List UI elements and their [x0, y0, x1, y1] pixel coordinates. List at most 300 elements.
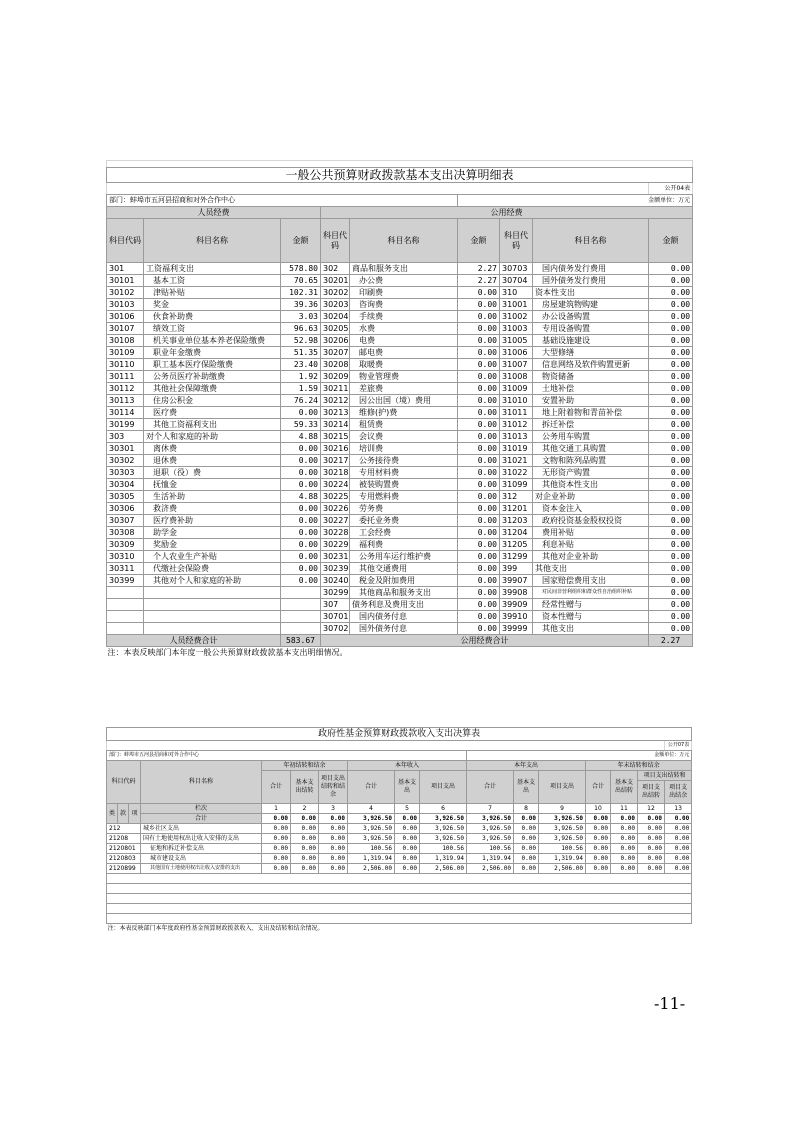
- cell-code-a: 30311: [107, 563, 144, 575]
- cell-code-a: 30112: [107, 383, 144, 395]
- table-row: [107, 503, 693, 515]
- cell-value: 2,506.00: [420, 864, 467, 874]
- cell-amount-c: 0.00: [649, 539, 693, 551]
- cell-amount-c: 0.00: [649, 611, 693, 623]
- fund-budget-sheet: [106, 727, 692, 933]
- cell-code-a: 30199: [107, 419, 144, 431]
- cell-name-c: 公务用车购置: [533, 431, 649, 443]
- cell-amount-b: 0.00: [458, 467, 500, 479]
- cell-code-b: 30214: [321, 419, 350, 431]
- cell-amount-a: [281, 623, 321, 635]
- cell-name-b: 专用燃料费: [350, 491, 458, 503]
- cell-code-a: 30106: [107, 311, 144, 323]
- cell-code-c: 31204: [500, 527, 533, 539]
- cell-code-c: 31009: [500, 383, 533, 395]
- cell-amount-b: 0.00: [458, 587, 500, 599]
- cell-name-a: 住房公积金: [144, 395, 281, 407]
- cell-name-a: 机关事业单位基本养老保险缴费: [144, 335, 281, 347]
- personnel-total-label: 人员经费合计: [107, 635, 281, 647]
- cell-value: 100.56: [539, 844, 586, 854]
- cell-value: 0.00: [665, 824, 692, 834]
- table-row: [107, 563, 693, 575]
- cell-amount-b: 0.00: [458, 443, 500, 455]
- cell-value: 2,506.00: [467, 864, 514, 874]
- cell-name-a: 职业年金缴费: [144, 347, 281, 359]
- cell-code-b: 30213: [321, 407, 350, 419]
- cell-amount-c: 0.00: [649, 563, 693, 575]
- cell-value: 1,319.94: [467, 854, 514, 864]
- cell-amount-b: 0.00: [458, 419, 500, 431]
- cell-value: 2,506.00: [348, 864, 395, 874]
- cell-name-a: 救济费: [144, 503, 281, 515]
- cell-value: 0.00: [395, 864, 420, 874]
- total-cell: 0.00: [291, 814, 319, 824]
- cell-amount-a: 0.00: [281, 563, 321, 575]
- cell-code-a: 301: [107, 263, 144, 275]
- cell-name-a: 公务员医疗补助缴费: [144, 371, 281, 383]
- cell-name-c: 房屋建筑物购建: [533, 299, 649, 311]
- total-cell: 0.00: [514, 814, 539, 824]
- cell-value: 0.00: [291, 854, 319, 864]
- cell-name-a: 代缴社会保险费: [144, 563, 281, 575]
- cell-name-a: 对个人和家庭的补助: [144, 431, 281, 443]
- col-num: 13: [665, 804, 692, 814]
- cell-code-a: 30306: [107, 503, 144, 515]
- cell-code-a: [107, 587, 144, 599]
- cell-amount-c: 0.00: [649, 299, 693, 311]
- cell-value: 0.00: [638, 834, 665, 844]
- cell-amount-c: 0.00: [649, 575, 693, 587]
- cell-code-b: 30239: [321, 563, 350, 575]
- cell-value: 0.00: [319, 864, 348, 874]
- h-income-basic: 基本支出: [395, 771, 420, 804]
- cell-code-a: 30103: [107, 299, 144, 311]
- cell-name-a: [144, 623, 281, 635]
- cell-value: 0.00: [611, 824, 638, 834]
- cell-amount-c: 0.00: [649, 407, 693, 419]
- cell-value: 3,926.50: [467, 824, 514, 834]
- fund-unit-label: 金额单位：万元: [467, 751, 692, 761]
- table-note: 注：本表反映部门本年度一般公共预算财政拨款基本支出明细情况。: [107, 648, 348, 657]
- cell-name-a: 抚恤金: [144, 479, 281, 491]
- h-income: 本年收入: [348, 761, 467, 771]
- col-num: 10: [586, 804, 611, 814]
- cell-code-c: 31005: [500, 335, 533, 347]
- cell-name-c: 专用设备购置: [533, 323, 649, 335]
- cell-code: 21208: [107, 834, 141, 844]
- cell-amount-c: 0.00: [649, 491, 693, 503]
- cell-amount-b: 0.00: [458, 359, 500, 371]
- table-row: [107, 275, 693, 287]
- cell-name-c: 国家赔偿费用支出: [533, 575, 649, 587]
- cell-value: 1,319.94: [539, 854, 586, 864]
- cell-amount-c: 0.00: [649, 467, 693, 479]
- cell-name-a: 退职（役）费: [144, 467, 281, 479]
- cell-code-b: 30231: [321, 551, 350, 563]
- personnel-header: 人员经费: [107, 207, 321, 219]
- cell-amount-b: 0.00: [458, 599, 500, 611]
- cell-code-b: 30218: [321, 467, 350, 479]
- cell-code-b: 30229: [321, 539, 350, 551]
- cell-code-c: 31006: [500, 347, 533, 359]
- cell-value: 0.00: [514, 834, 539, 844]
- cell-value: 0.00: [514, 824, 539, 834]
- cell-code-c: 30703: [500, 263, 533, 275]
- cell-name-c: 资本性赠与: [533, 611, 649, 623]
- total-cell: 3,926.50: [420, 814, 467, 824]
- h-code: 科目代码: [107, 761, 141, 804]
- cell-amount-b: 0.00: [458, 575, 500, 587]
- cell-name-b: 物业管理费: [350, 371, 458, 383]
- h-end-total: 合计: [586, 771, 611, 804]
- cell-amount-a: 0.00: [281, 551, 321, 563]
- cell-code-b: 30216: [321, 443, 350, 455]
- total-cell: 0.00: [395, 814, 420, 824]
- h-lei: 类: [107, 804, 118, 824]
- cell-amount-a: 59.33: [281, 419, 321, 431]
- cell-name-c: 对民间非营利组织和群众性自治组织补贴: [533, 587, 649, 599]
- cell-amount-a: 102.31: [281, 287, 321, 299]
- cell-value: 0.00: [262, 864, 291, 874]
- table-row: [107, 834, 692, 844]
- cell-amount-a: 0.00: [281, 479, 321, 491]
- cell-name-c: 资本性支出: [533, 287, 649, 299]
- cell-amount-a: 0.00: [281, 455, 321, 467]
- cell-amount-a: 39.36: [281, 299, 321, 311]
- col-name-a: 科目名称: [144, 219, 281, 263]
- cell-code-c: 39908: [500, 587, 533, 599]
- cell-amount-c: 0.00: [649, 383, 693, 395]
- cell-value: 100.56: [467, 844, 514, 854]
- cell-code-b: 30225: [321, 491, 350, 503]
- cell-name-b: 因公出国（境）费用: [350, 395, 458, 407]
- cell-code-b: 307: [321, 599, 350, 611]
- cell-name-b: 培训费: [350, 443, 458, 455]
- cell-amount-c: 0.00: [649, 551, 693, 563]
- cell-name-b: 商品和服务支出: [350, 263, 458, 275]
- cell-name-b: 国外债务付息: [350, 623, 458, 635]
- col-num: 2: [291, 804, 319, 814]
- fund-department-label: 部门：蚌埠市五河县招商和对外合作中心: [107, 751, 467, 761]
- cell-name-a: 奖金: [144, 299, 281, 311]
- cell-amount-c: 0.00: [649, 323, 693, 335]
- cell-amount-c: 0.00: [649, 371, 693, 383]
- cell-amount-b: 2.27: [458, 275, 500, 287]
- cell-name: 其他国有土地使用权出让收入安排的支出: [141, 864, 262, 874]
- cell-name-c: 国内债务发行费用: [533, 263, 649, 275]
- cell-value: 3,926.50: [348, 824, 395, 834]
- cell-name: 国有土地使用权出让收入安排的支出: [141, 834, 262, 844]
- h-end-project: 项目支出结转和: [638, 771, 692, 781]
- table-row: [107, 431, 693, 443]
- cell-name-b: 专用材料费: [350, 467, 458, 479]
- cell-amount-c: 0.00: [649, 527, 693, 539]
- cell-value: 3,926.50: [420, 834, 467, 844]
- cell-value: 0.00: [514, 844, 539, 854]
- cell-code-a: 30302: [107, 455, 144, 467]
- cell-amount-a: 0.00: [281, 467, 321, 479]
- cell-code-b: 30212: [321, 395, 350, 407]
- cell-value: 0.00: [611, 834, 638, 844]
- cell-value: 0.00: [319, 854, 348, 864]
- cell-amount-c: 0.00: [649, 443, 693, 455]
- cell-amount-b: 0.00: [458, 383, 500, 395]
- cell-name-c: 其他支出: [533, 623, 649, 635]
- cell-code-c: 31099: [500, 479, 533, 491]
- table-row: [107, 824, 692, 834]
- cell-name-a: [144, 587, 281, 599]
- cell-amount-c: 0.00: [649, 395, 693, 407]
- cell-name-a: [144, 599, 281, 611]
- cell-value: 3,926.50: [467, 834, 514, 844]
- cell-code-a: 30107: [107, 323, 144, 335]
- cell-name: 征地和拆迁补偿支出: [141, 844, 262, 854]
- cell-code-c: 30704: [500, 275, 533, 287]
- fund-table-title: 政府性基金预算财政拨款收入支出决算表: [107, 728, 692, 741]
- table-row: [107, 551, 693, 563]
- cell-code-c: 31022: [500, 467, 533, 479]
- cell-value: 0.00: [319, 844, 348, 854]
- cell-value: 1,319.94: [348, 854, 395, 864]
- cell-amount-c: 0.00: [649, 623, 693, 635]
- col-code-a: 科目代码: [107, 219, 144, 263]
- cell-code-c: 31008: [500, 371, 533, 383]
- cell-code-c: 39909: [500, 599, 533, 611]
- cell-amount-b: 0.00: [458, 299, 500, 311]
- cell-code: 2120801: [107, 844, 141, 854]
- cell-value: 0.00: [638, 824, 665, 834]
- col-num: 11: [611, 804, 638, 814]
- cell-value: 0.00: [665, 854, 692, 864]
- table-row: [107, 335, 693, 347]
- cell-name-b: 国内债务付息: [350, 611, 458, 623]
- cell-name-c: 基础设施建设: [533, 335, 649, 347]
- h-sum-label: 合计: [141, 814, 262, 824]
- cell-name-b: 被装购置费: [350, 479, 458, 491]
- total-cell: 0.00: [611, 814, 638, 824]
- cell-code-c: 39910: [500, 611, 533, 623]
- cell-name-c: 土地补偿: [533, 383, 649, 395]
- cell-name-a: 职工基本医疗保险缴费: [144, 359, 281, 371]
- table-row: [107, 299, 693, 311]
- cell-amount-a: 0.00: [281, 539, 321, 551]
- cell-amount-a: [281, 587, 321, 599]
- cell-code-a: 30305: [107, 491, 144, 503]
- cell-name-a: 基本工资: [144, 275, 281, 287]
- cell-amount-a: 578.80: [281, 263, 321, 275]
- cell-code-a: 30309: [107, 539, 144, 551]
- cell-amount-b: 0.00: [458, 503, 500, 515]
- cell-code-c: 31002: [500, 311, 533, 323]
- cell-name-b: 办公费: [350, 275, 458, 287]
- cell-name-b: 咨询费: [350, 299, 458, 311]
- cell-value: 0.00: [638, 844, 665, 854]
- cell-name-b: 会议费: [350, 431, 458, 443]
- cell-code-c: 31205: [500, 539, 533, 551]
- cell-name-b: 劳务费: [350, 503, 458, 515]
- cell-amount-c: 0.00: [649, 419, 693, 431]
- table-row: [107, 371, 693, 383]
- cell-code-b: 30701: [321, 611, 350, 623]
- cell-value: 0.00: [262, 844, 291, 854]
- cell-code-b: 30228: [321, 527, 350, 539]
- cell-code-a: 30111: [107, 371, 144, 383]
- cell-name-c: 地上附着物和青苗补偿: [533, 407, 649, 419]
- col-num: 3: [319, 804, 348, 814]
- cell-amount-a: 1.92: [281, 371, 321, 383]
- cell-code-b: 30240: [321, 575, 350, 587]
- cell-value: 0.00: [638, 864, 665, 874]
- cell-value: 0.00: [586, 844, 611, 854]
- table-row: [107, 395, 693, 407]
- table-row: [107, 844, 692, 854]
- cell-code: 2120899: [107, 864, 141, 874]
- total-cell: 3,926.50: [539, 814, 586, 824]
- basic-expenditure-table: [106, 160, 693, 658]
- cell-code-b: 30224: [321, 479, 350, 491]
- unit-label: 金额单位：万元: [458, 195, 693, 207]
- cell-amount-a: [281, 611, 321, 623]
- cell-value: 100.56: [420, 844, 467, 854]
- cell-amount-c: 0.00: [649, 515, 693, 527]
- table-row: [107, 515, 693, 527]
- table-row: [107, 491, 693, 503]
- cell-code-a: 30307: [107, 515, 144, 527]
- cell-code-a: 30304: [107, 479, 144, 491]
- cell-code-a: 30301: [107, 443, 144, 455]
- cell-code-b: 30227: [321, 515, 350, 527]
- cell-code-b: 30206: [321, 335, 350, 347]
- cell-amount-a: [281, 599, 321, 611]
- col-num: 9: [539, 804, 586, 814]
- total-cell: 3,926.50: [348, 814, 395, 824]
- h-end-project-carry: 项目支出结转: [638, 781, 665, 804]
- cell-name-b: 邮电费: [350, 347, 458, 359]
- table-row: [107, 854, 692, 864]
- cell-code-b: 30211: [321, 383, 350, 395]
- col-num: 8: [514, 804, 539, 814]
- h-end-basic: 基本支出结转: [611, 771, 638, 804]
- cell-code-c: 31010: [500, 395, 533, 407]
- cell-name-c: 物资储备: [533, 371, 649, 383]
- cell-code-c: 31013: [500, 431, 533, 443]
- cell-code-b: 30202: [321, 287, 350, 299]
- cell-code-b: 30201: [321, 275, 350, 287]
- col-num: 4: [348, 804, 395, 814]
- cell-name-a: 生活补助: [144, 491, 281, 503]
- total-cell: 0.00: [665, 814, 692, 824]
- public-total-label: 公用经费合计: [321, 635, 649, 647]
- cell-code-a: [107, 599, 144, 611]
- table-row: [107, 527, 693, 539]
- table-row: [107, 479, 693, 491]
- cell-amount-a: 0.00: [281, 527, 321, 539]
- cell-amount-a: 0.00: [281, 575, 321, 587]
- cell-code-c: 312: [500, 491, 533, 503]
- cell-amount-a: 52.98: [281, 335, 321, 347]
- cell-code: 2120803: [107, 854, 141, 864]
- cell-value: 0.00: [586, 854, 611, 864]
- table-row: [107, 587, 693, 599]
- cell-amount-b: 0.00: [458, 311, 500, 323]
- cell-code-c: 31021: [500, 455, 533, 467]
- cell-value: 0.00: [514, 864, 539, 874]
- cell-value: 0.00: [395, 834, 420, 844]
- cell-value: 0.00: [291, 844, 319, 854]
- cell-value: 0.00: [611, 864, 638, 874]
- cell-amount-b: 0.00: [458, 347, 500, 359]
- fund-table-note: 注：本表反映部门本年度政府性基金预算财政拨款收入、支出及结转和结余情况。: [107, 925, 324, 932]
- h-begin-project: 项目支出结转和结余: [319, 771, 348, 804]
- cell-code-b: 30226: [321, 503, 350, 515]
- cell-code-a: 303: [107, 431, 144, 443]
- h-expense: 本年支出: [467, 761, 586, 771]
- table-row: [107, 263, 693, 275]
- cell-amount-a: 23.40: [281, 359, 321, 371]
- table-row: [107, 864, 692, 874]
- col-code-c: 科目代码: [500, 219, 533, 263]
- cell-code-c: 39907: [500, 575, 533, 587]
- cell-name-c: 拆迁补偿: [533, 419, 649, 431]
- cell-code-c: 31203: [500, 515, 533, 527]
- cell-code-a: 30101: [107, 275, 144, 287]
- cell-amount-b: 0.00: [458, 563, 500, 575]
- cell-value: 0.00: [395, 854, 420, 864]
- cell-amount-b: 0.00: [458, 539, 500, 551]
- h-end-project-balance: 项目支出结余: [665, 781, 692, 804]
- h-begin-basic: 基本支出结转: [291, 771, 319, 804]
- cell-code-c: 31007: [500, 359, 533, 371]
- cell-amount-b: 0.00: [458, 611, 500, 623]
- cell-name-c: 信息网络及软件购置更新: [533, 359, 649, 371]
- cell-value: 3,926.50: [539, 834, 586, 844]
- cell-name-b: 维修(护)费: [350, 407, 458, 419]
- h-income-project: 项目支出: [420, 771, 467, 804]
- cell-name-a: 离休费: [144, 443, 281, 455]
- cell-amount-a: 4.88: [281, 431, 321, 443]
- col-num: 12: [638, 804, 665, 814]
- public-total-value: 2.27: [649, 635, 693, 647]
- cell-name-a: 其他社会保障缴费: [144, 383, 281, 395]
- cell-amount-c: 0.00: [649, 455, 693, 467]
- cell-name-c: 对企业补助: [533, 491, 649, 503]
- fund-budget-table: [106, 727, 692, 933]
- cell-code-b: 30205: [321, 323, 350, 335]
- h-name: 科目名称: [141, 761, 262, 804]
- cell-name-a: 其他对个人和家庭的补助: [144, 575, 281, 587]
- cell-code-c: 31011: [500, 407, 533, 419]
- fund-form-number: 公开07表: [665, 741, 692, 751]
- cell-code-b: 302: [321, 263, 350, 275]
- cell-name-c: 费用补贴: [533, 527, 649, 539]
- cell-code-c: 31019: [500, 443, 533, 455]
- cell-code-b: 30702: [321, 623, 350, 635]
- cell-code-a: 30110: [107, 359, 144, 371]
- personnel-total-value: 583.67: [281, 635, 321, 647]
- col-num: 6: [420, 804, 467, 814]
- cell-value: 0.00: [611, 844, 638, 854]
- cell-amount-b: 0.00: [458, 455, 500, 467]
- table-row: [107, 419, 693, 431]
- cell-name-b: 差旅费: [350, 383, 458, 395]
- cell-name-b: 公务接待费: [350, 455, 458, 467]
- cell-value: 2,506.00: [539, 864, 586, 874]
- table-row: [107, 323, 693, 335]
- h-xiang: 项: [129, 804, 141, 824]
- cell-name-c: 经常性赠与: [533, 599, 649, 611]
- cell-amount-c: 0.00: [649, 503, 693, 515]
- col-amount-a: 金额: [281, 219, 321, 263]
